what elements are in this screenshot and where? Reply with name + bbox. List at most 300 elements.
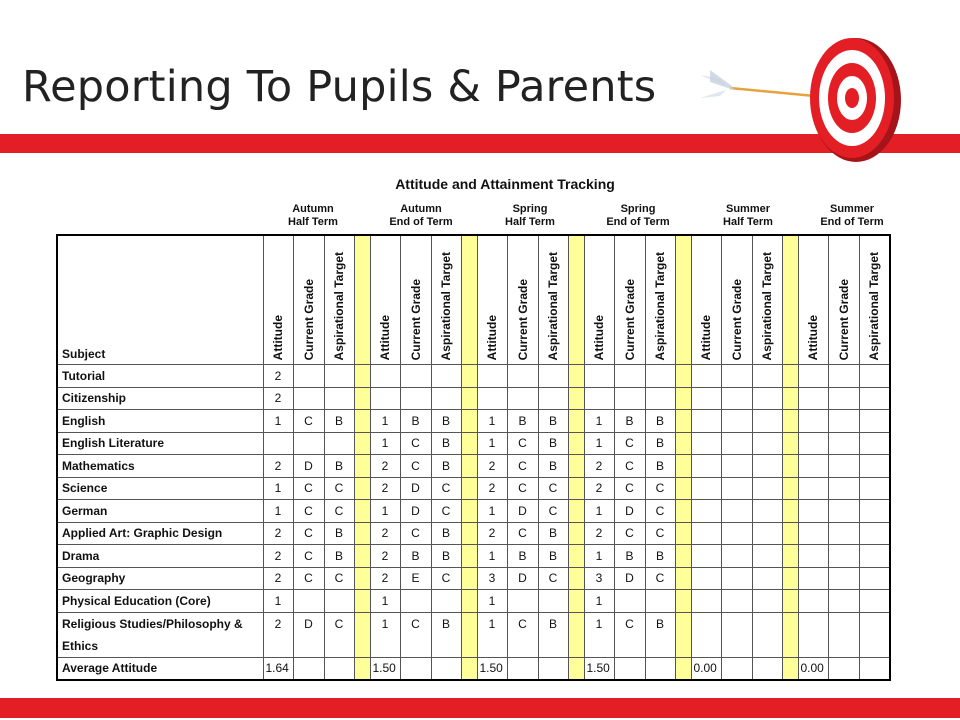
- grade-cell: [752, 612, 782, 657]
- period-separator: [675, 235, 691, 365]
- grade-cell: [828, 657, 859, 680]
- grade-cell: 1: [263, 500, 293, 523]
- grade-cell: [721, 545, 752, 568]
- grade-cell: 1: [370, 432, 400, 455]
- grade-cell: B: [538, 432, 568, 455]
- grade-cell: B: [538, 522, 568, 545]
- grade-cell: [507, 590, 538, 613]
- grade-cell: [507, 387, 538, 410]
- grade-cell: [752, 590, 782, 613]
- grade-cell: [752, 567, 782, 590]
- grade-cell: [431, 657, 461, 680]
- grade-cell: [828, 477, 859, 500]
- grade-cell: B: [431, 522, 461, 545]
- period-separator: [461, 612, 477, 657]
- grade-cell: B: [431, 545, 461, 568]
- period-separator: [354, 567, 370, 590]
- period-separator: [782, 455, 798, 478]
- grade-cell: [477, 387, 507, 410]
- period-separator: [461, 365, 477, 388]
- grade-cell: B: [507, 545, 538, 568]
- grade-cell: C: [645, 500, 675, 523]
- grade-cell: [828, 522, 859, 545]
- grade-cell: C: [507, 612, 538, 657]
- period-separator: [568, 567, 584, 590]
- table-row: [57, 522, 890, 545]
- grade-cell: C: [538, 500, 568, 523]
- grade-cell: [828, 567, 859, 590]
- grade-cell: 2: [584, 455, 614, 478]
- table-row: [57, 477, 890, 500]
- grade-cell: 1: [263, 410, 293, 433]
- grade-cell: B: [324, 522, 354, 545]
- period-separator: [568, 500, 584, 523]
- period-separator: [354, 612, 370, 657]
- grade-cell: C: [293, 567, 324, 590]
- grade-cell: C: [431, 500, 461, 523]
- grade-cell: 2: [370, 567, 400, 590]
- period-separator: [782, 567, 798, 590]
- column-header-label: Attitude: [592, 314, 606, 360]
- grade-cell: [431, 365, 461, 388]
- grade-cell: [859, 590, 890, 613]
- grade-cell: 1: [584, 612, 614, 657]
- grade-cell: [798, 410, 828, 433]
- average-value: 1.50: [477, 657, 507, 680]
- grade-cell: [752, 365, 782, 388]
- period-separator: [568, 545, 584, 568]
- column-header-label: Aspirational Target: [867, 251, 882, 360]
- grade-cell: [798, 477, 828, 500]
- grade-cell: C: [645, 567, 675, 590]
- grade-cell: B: [645, 410, 675, 433]
- period-separator: [568, 522, 584, 545]
- grade-cell: C: [614, 455, 645, 478]
- grade-cell: C: [507, 477, 538, 500]
- period-separator: [461, 455, 477, 478]
- grade-cell: B: [400, 410, 431, 433]
- period-line2: End of Term: [389, 216, 453, 228]
- grade-cell: D: [507, 567, 538, 590]
- grade-cell: [691, 455, 721, 478]
- grade-cell: C: [400, 522, 431, 545]
- grade-cell: [691, 365, 721, 388]
- grade-cell: B: [614, 410, 645, 433]
- grade-cell: [752, 410, 782, 433]
- period-separator: [782, 545, 798, 568]
- period-separator: [354, 500, 370, 523]
- grade-cell: [584, 365, 614, 388]
- period-separator: [568, 477, 584, 500]
- period-separator: [782, 410, 798, 433]
- grade-cell: [263, 432, 293, 455]
- grade-cell: D: [614, 500, 645, 523]
- grade-cell: [691, 612, 721, 657]
- period-separator: [782, 500, 798, 523]
- period-separator: [461, 567, 477, 590]
- period-summer-half-term: [693, 203, 803, 229]
- column-header: [859, 235, 890, 365]
- grade-cell: [324, 432, 354, 455]
- column-header-label: Attitude: [485, 314, 499, 360]
- column-header: [507, 235, 538, 365]
- grade-cell: B: [645, 455, 675, 478]
- grade-cell: [538, 365, 568, 388]
- period-separator: [461, 545, 477, 568]
- grade-cell: [828, 410, 859, 433]
- grade-cell: [798, 455, 828, 478]
- grade-cell: C: [293, 545, 324, 568]
- table-row: [57, 432, 890, 455]
- grade-cell: [691, 567, 721, 590]
- grade-cell: 1: [477, 500, 507, 523]
- grade-cell: 1: [370, 612, 400, 657]
- grade-cell: C: [645, 477, 675, 500]
- grade-cell: C: [293, 500, 324, 523]
- column-header-label: Attitude: [699, 314, 713, 360]
- period-separator: [568, 365, 584, 388]
- subject-cell: Tutorial: [57, 365, 263, 388]
- period-autumn-end-of-term: [366, 203, 476, 229]
- grade-cell: 2: [477, 477, 507, 500]
- column-header: [400, 235, 431, 365]
- period-separator: [675, 612, 691, 657]
- subject-header: Subject: [57, 235, 263, 365]
- period-separator: [782, 522, 798, 545]
- grade-cell: [752, 455, 782, 478]
- grade-cell: 1: [477, 545, 507, 568]
- subject-cell: Physical Education (Core): [57, 590, 263, 613]
- period-separator: [568, 590, 584, 613]
- grade-cell: [293, 387, 324, 410]
- period-separator: [354, 522, 370, 545]
- grade-cell: 1: [584, 590, 614, 613]
- grade-cell: 3: [584, 567, 614, 590]
- column-header-label: Aspirational Target: [653, 251, 667, 360]
- period-line1: Summer: [829, 203, 875, 215]
- grade-cell: 1: [584, 500, 614, 523]
- grade-cell: [828, 545, 859, 568]
- grade-cell: [431, 387, 461, 410]
- subject-cell: Drama: [57, 545, 263, 568]
- grade-cell: [798, 545, 828, 568]
- grade-cell: [721, 657, 752, 680]
- average-row: [57, 657, 890, 680]
- grade-cell: C: [293, 477, 324, 500]
- grade-cell: [400, 387, 431, 410]
- grade-cell: [721, 590, 752, 613]
- grade-cell: D: [614, 567, 645, 590]
- grade-cell: C: [324, 500, 354, 523]
- column-header: [645, 235, 675, 365]
- grade-cell: [721, 612, 752, 657]
- period-separator: [354, 235, 370, 365]
- grade-cell: C: [507, 455, 538, 478]
- grade-cell: 2: [370, 522, 400, 545]
- grade-cell: [538, 657, 568, 680]
- grade-cell: [752, 657, 782, 680]
- period-separator: [782, 477, 798, 500]
- grade-cell: [584, 387, 614, 410]
- grade-cell: [293, 657, 324, 680]
- grade-cell: C: [324, 612, 354, 657]
- grade-cell: [798, 567, 828, 590]
- grade-cell: D: [293, 455, 324, 478]
- period-line2: Half Term: [505, 216, 555, 228]
- grade-cell: [828, 500, 859, 523]
- column-header: [584, 235, 614, 365]
- grade-cell: [538, 387, 568, 410]
- period-separator: [675, 545, 691, 568]
- grade-cell: 1: [584, 545, 614, 568]
- period-line1: Spring: [512, 203, 548, 215]
- period-separator: [461, 590, 477, 613]
- grade-cell: [721, 567, 752, 590]
- grade-cell: [828, 432, 859, 455]
- grade-cell: 2: [263, 365, 293, 388]
- grade-cell: [828, 590, 859, 613]
- grade-cell: [721, 432, 752, 455]
- grade-cell: C: [645, 522, 675, 545]
- grade-cell: [293, 590, 324, 613]
- grade-cell: [798, 365, 828, 388]
- grade-cell: [752, 522, 782, 545]
- grade-cell: [859, 545, 890, 568]
- period-separator: [568, 455, 584, 478]
- column-header-label: Aspirational Target: [332, 251, 346, 360]
- grade-cell: C: [538, 567, 568, 590]
- grade-cell: [507, 657, 538, 680]
- table-row: [57, 545, 890, 568]
- period-line1: Autumn: [400, 203, 442, 215]
- grade-cell: [828, 612, 859, 657]
- grade-cell: [400, 657, 431, 680]
- grade-cell: [859, 477, 890, 500]
- grade-cell: 1: [477, 612, 507, 657]
- grade-cell: B: [538, 612, 568, 657]
- grade-cell: 2: [263, 522, 293, 545]
- period-separator: [675, 365, 691, 388]
- grade-cell: [828, 365, 859, 388]
- grade-cell: B: [431, 432, 461, 455]
- table-row: [57, 410, 890, 433]
- period-separator: [354, 410, 370, 433]
- grade-cell: [859, 657, 890, 680]
- grade-cell: [293, 432, 324, 455]
- period-separator: [782, 365, 798, 388]
- grade-cell: [721, 455, 752, 478]
- column-header-label: Current Grade: [408, 278, 423, 360]
- grade-cell: B: [645, 432, 675, 455]
- grade-cell: [798, 590, 828, 613]
- grade-cell: 1: [477, 590, 507, 613]
- table-row: [57, 590, 890, 613]
- column-header-label: Current Grade: [729, 278, 744, 360]
- average-value: 1.50: [370, 657, 400, 680]
- grade-cell: [859, 387, 890, 410]
- table-row: [57, 365, 890, 388]
- grade-cell: B: [538, 545, 568, 568]
- grade-cell: [752, 432, 782, 455]
- grade-cell: [691, 477, 721, 500]
- period-line1: Spring: [620, 203, 656, 215]
- grade-cell: 2: [370, 455, 400, 478]
- period-separator: [461, 410, 477, 433]
- grade-cell: [828, 387, 859, 410]
- subject-cell: English: [57, 410, 263, 433]
- period-separator: [461, 477, 477, 500]
- grade-cell: 2: [584, 477, 614, 500]
- grade-cell: [752, 477, 782, 500]
- grade-cell: [324, 590, 354, 613]
- period-separator: [354, 365, 370, 388]
- period-separator: [354, 590, 370, 613]
- grade-cell: [370, 387, 400, 410]
- column-header-label: Attitude: [806, 314, 820, 360]
- grade-cell: [721, 477, 752, 500]
- subject-cell: Mathematics: [57, 455, 263, 478]
- grade-cell: [721, 522, 752, 545]
- grade-cell: C: [400, 455, 431, 478]
- period-separator: [354, 455, 370, 478]
- grade-cell: 1: [584, 410, 614, 433]
- attainment-table: [56, 234, 891, 681]
- period-separator: [354, 432, 370, 455]
- grade-cell: 1: [263, 590, 293, 613]
- grade-cell: 1: [370, 590, 400, 613]
- average-label: Average Attitude: [57, 657, 263, 680]
- column-header-label: Aspirational Target: [760, 251, 774, 360]
- grade-cell: [507, 365, 538, 388]
- grade-cell: [859, 410, 890, 433]
- bottom-red-bar: [0, 698, 960, 718]
- grade-cell: C: [293, 410, 324, 433]
- column-header: [431, 235, 461, 365]
- grade-cell: [752, 500, 782, 523]
- grade-cell: B: [324, 455, 354, 478]
- grade-cell: [400, 590, 431, 613]
- column-header-label: Current Grade: [515, 278, 530, 360]
- grade-cell: [293, 365, 324, 388]
- subject-cell: English Literature: [57, 432, 263, 455]
- grade-cell: [859, 432, 890, 455]
- period-separator: [568, 410, 584, 433]
- grade-cell: [798, 387, 828, 410]
- column-header: [828, 235, 859, 365]
- period-line1: Summer: [725, 203, 771, 215]
- grade-cell: D: [507, 500, 538, 523]
- grade-cell: B: [324, 545, 354, 568]
- period-separator: [675, 410, 691, 433]
- period-separator: [461, 522, 477, 545]
- grade-cell: C: [400, 432, 431, 455]
- column-header: [614, 235, 645, 365]
- average-value: 1.64: [263, 657, 293, 680]
- grade-cell: E: [400, 567, 431, 590]
- grade-cell: C: [614, 522, 645, 545]
- grade-cell: [691, 522, 721, 545]
- column-header: [370, 235, 400, 365]
- period-separator: [568, 432, 584, 455]
- grade-cell: [691, 500, 721, 523]
- column-header: [798, 235, 828, 365]
- slide-title: Reporting To Pupils & Parents: [22, 62, 657, 112]
- period-separator: [782, 612, 798, 657]
- grade-cell: B: [645, 545, 675, 568]
- grade-cell: C: [507, 432, 538, 455]
- period-separator: [782, 432, 798, 455]
- period-separator: [782, 657, 798, 680]
- period-line2: End of Term: [820, 216, 884, 228]
- column-header-label: Aspirational Target: [439, 251, 453, 360]
- grade-cell: D: [400, 477, 431, 500]
- grade-cell: C: [324, 477, 354, 500]
- grade-cell: 1: [584, 432, 614, 455]
- period-separator: [461, 657, 477, 680]
- period-separator: [675, 432, 691, 455]
- grade-cell: 3: [477, 567, 507, 590]
- grade-cell: [859, 455, 890, 478]
- grade-cell: [324, 657, 354, 680]
- grade-cell: [324, 387, 354, 410]
- grade-cell: [691, 590, 721, 613]
- column-header-label: Current Grade: [622, 278, 637, 360]
- grade-cell: [691, 545, 721, 568]
- grade-cell: [828, 455, 859, 478]
- subject-cell: Citizenship: [57, 387, 263, 410]
- column-header: [477, 235, 507, 365]
- period-separator: [354, 657, 370, 680]
- grade-cell: D: [400, 500, 431, 523]
- grade-cell: 2: [263, 567, 293, 590]
- grade-cell: C: [293, 522, 324, 545]
- grade-cell: [691, 410, 721, 433]
- grade-cell: C: [614, 612, 645, 657]
- period-separator: [354, 477, 370, 500]
- grade-cell: [614, 387, 645, 410]
- subject-cell: Applied Art: Graphic Design: [57, 522, 263, 545]
- period-separator: [568, 387, 584, 410]
- grade-cell: B: [431, 612, 461, 657]
- period-line2: End of Term: [606, 216, 670, 228]
- grade-cell: [645, 387, 675, 410]
- average-value: 0.00: [798, 657, 828, 680]
- period-separator: [782, 387, 798, 410]
- period-separator: [675, 522, 691, 545]
- grade-cell: [477, 365, 507, 388]
- grade-cell: 2: [370, 477, 400, 500]
- grade-cell: 2: [370, 545, 400, 568]
- average-value: 0.00: [691, 657, 721, 680]
- grade-cell: [691, 387, 721, 410]
- period-separator: [675, 500, 691, 523]
- grade-cell: C: [400, 612, 431, 657]
- grade-cell: B: [431, 410, 461, 433]
- grade-cell: [859, 522, 890, 545]
- table-row: [57, 612, 890, 657]
- grade-cell: 2: [263, 387, 293, 410]
- period-spring-half-term: [475, 203, 585, 229]
- subject-cell: Religious Studies/Philosophy & Ethics: [57, 612, 263, 657]
- grade-cell: B: [614, 545, 645, 568]
- target-icon: [660, 30, 960, 180]
- period-separator: [461, 235, 477, 365]
- grade-cell: B: [538, 410, 568, 433]
- grade-cell: [859, 612, 890, 657]
- grade-cell: [752, 545, 782, 568]
- subject-cell: German: [57, 500, 263, 523]
- grade-cell: [859, 567, 890, 590]
